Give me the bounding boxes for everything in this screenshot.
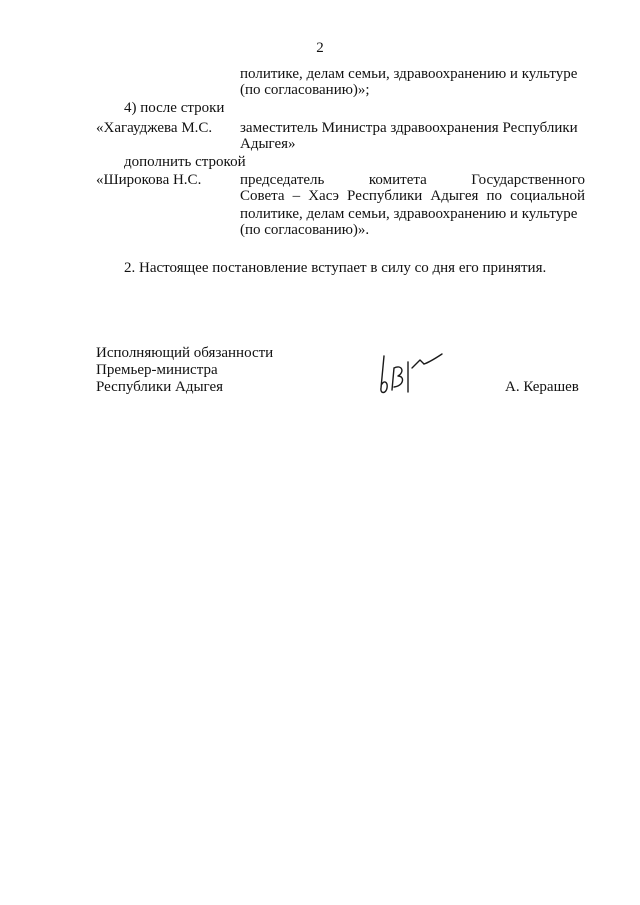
handwritten-signature: [372, 350, 452, 398]
row1-position-line-1: заместитель Министра здравоохранения Республики: [240, 120, 578, 136]
amendment-continuation-line-1: политике, делам семьи, здравоохранению и культуре: [240, 66, 578, 82]
item4-intro: 4) после строки: [124, 100, 225, 116]
row1-name: «Хагауджева М.С.: [96, 120, 213, 136]
signatory-title-line-1: Исполняющий обязанности: [96, 345, 274, 361]
paragraph-2: 2. Настоящее постановление вступает в силу со дня его принятия.: [124, 260, 547, 276]
row2-position-line-3: политике, делам семьи, здравоохранению и культуре: [240, 206, 578, 222]
row2-name: «Широкова Н.С.: [96, 172, 202, 188]
row2-position-line-1: председатель комитета Государственного: [240, 172, 585, 188]
page-number: 2: [316, 40, 324, 56]
row2-position-line-4: (по согласованию)».: [240, 222, 370, 238]
signatory-name: А. Керашев: [505, 379, 579, 395]
row2-position-line-2: Совета – Хасэ Республики Адыгея по социальной: [240, 188, 585, 204]
signatory-title-line-3: Республики Адыгея: [96, 379, 224, 395]
row1-position-line-2: Адыгея»: [240, 136, 296, 152]
signatory-title-line-2: Премьер-министра: [96, 362, 218, 378]
add-line-intro: дополнить строкой: [124, 154, 246, 170]
amendment-continuation-line-2: (по согласованию)»;: [240, 82, 370, 98]
